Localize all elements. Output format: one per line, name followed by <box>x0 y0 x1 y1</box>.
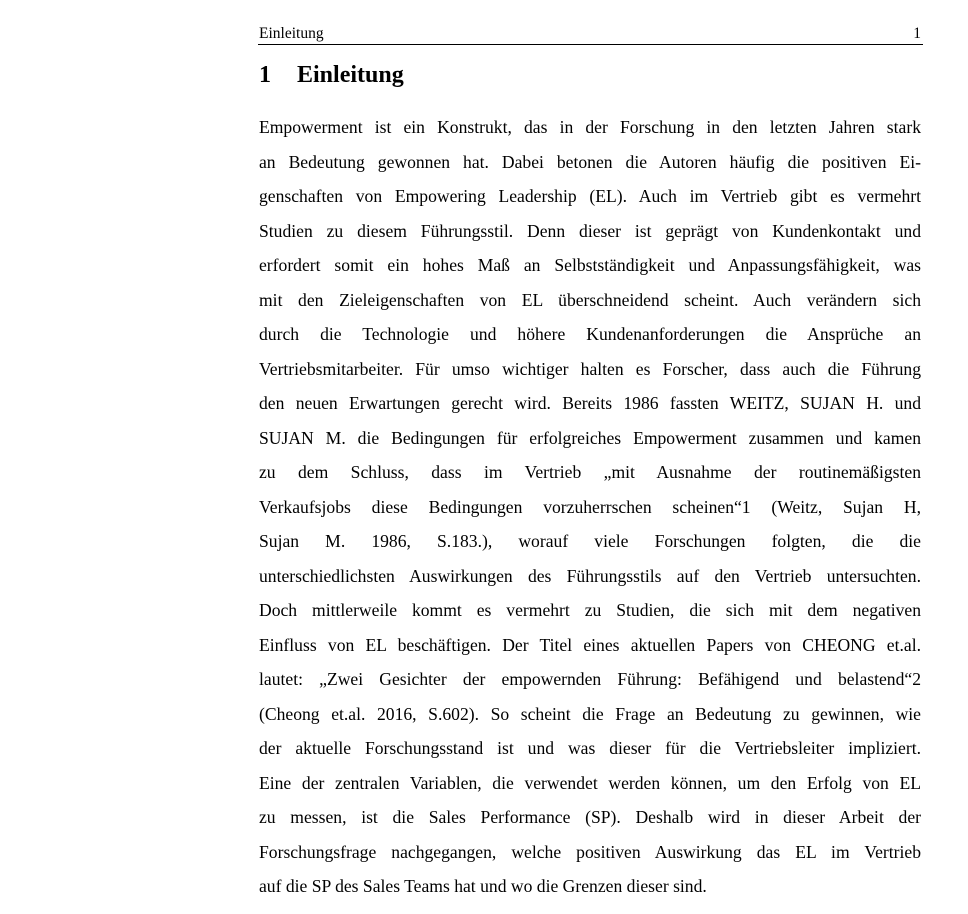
running-title: Einleitung <box>259 25 324 42</box>
text-line: Einfluss von EL beschäftigen. Der Titel eines aktuellen Papers von CHEONG et.al. <box>259 634 921 655</box>
body-paragraph <box>259 110 921 904</box>
chapter-heading <box>259 59 404 91</box>
text-line: Vertriebsmitarbeiter. Für umso wichtiger halten es Forscher, dass auch die Führung <box>259 358 921 379</box>
text-line: genschaften von Empowering Leadership (EL). Auch im Vertrieb gibt es vermehrt <box>259 186 921 206</box>
text-line: Studien zu diesem Führungsstil. Denn dieser ist geprägt von Kundenkontakt und <box>259 220 921 241</box>
text-line: unterschiedlichsten Auswirkungen des Führungsstils auf den Vertrieb untersuchten. <box>259 565 921 586</box>
text-line: (Cheong et.al. 2016, S.602). So scheint die Frage an Bedeutung zu gewinnen, wie <box>259 703 921 724</box>
text-line: den neuen Erwartungen gerecht wird. Bereits 1986 fassten WEITZ, SUJAN H. und <box>259 393 921 413</box>
text-line: Empowerment ist ein Konstrukt, das in der Forschung in den letzten Jahren stark <box>259 117 921 137</box>
text-line: an Bedeutung gewonnen hat. Dabei betonen die Autoren häufig die positiven Ei- <box>259 151 921 172</box>
text-line: SUJAN M. die Bedingungen für erfolgreiches Empowerment zusammen und kamen <box>259 427 921 448</box>
text-line: zu messen, ist die Sales Performance (SP). Deshalb wird in dieser Arbeit der <box>259 807 921 827</box>
text-line: lautet: „Zwei Gesichter der empowernden Führung: Befähigend und belastend“2 <box>259 669 921 689</box>
text-line: mit den Zieleigenschaften von EL überschneidend scheint. Auch verändern sich <box>259 289 921 310</box>
text-line: der aktuelle Forschungsstand ist und was dieser für die Vertriebsleiter impliziert. <box>259 738 921 758</box>
text-line: Forschungsfrage nachgegangen, welche positiven Auswirkung das EL im Vertrieb <box>259 841 921 862</box>
text-line: Sujan M. 1986, S.183.), worauf viele Forschungen folgten, die die <box>259 531 921 551</box>
chapter-title: Einleitung <box>297 62 404 88</box>
page-header <box>258 24 923 45</box>
chapter-number: 1 <box>259 62 271 88</box>
text-line: auf die SP des Sales Teams hat und wo die Grenzen dieser sind. <box>259 876 707 896</box>
text-line: Doch mittlerweile kommt es vermehrt zu Studien, die sich mit dem negativen <box>259 600 921 620</box>
page-number: 1 <box>913 25 921 42</box>
text-line: durch die Technologie und höhere Kundenanforderungen die Ansprüche an <box>259 324 921 344</box>
text-line: erfordert somit ein hohes Maß an Selbstständigkeit und Anpassungsfähigkeit, was <box>259 255 921 275</box>
text-line: Verkaufsjobs diese Bedingungen vorzuherrschen scheinen“1 (Weitz, Sujan H, <box>259 496 921 517</box>
text-line: zu dem Schluss, dass im Vertrieb „mit Ausnahme der routinemäßigsten <box>259 462 921 482</box>
text-line: Eine der zentralen Variablen, die verwendet werden können, um den Erfolg von EL <box>259 772 921 793</box>
